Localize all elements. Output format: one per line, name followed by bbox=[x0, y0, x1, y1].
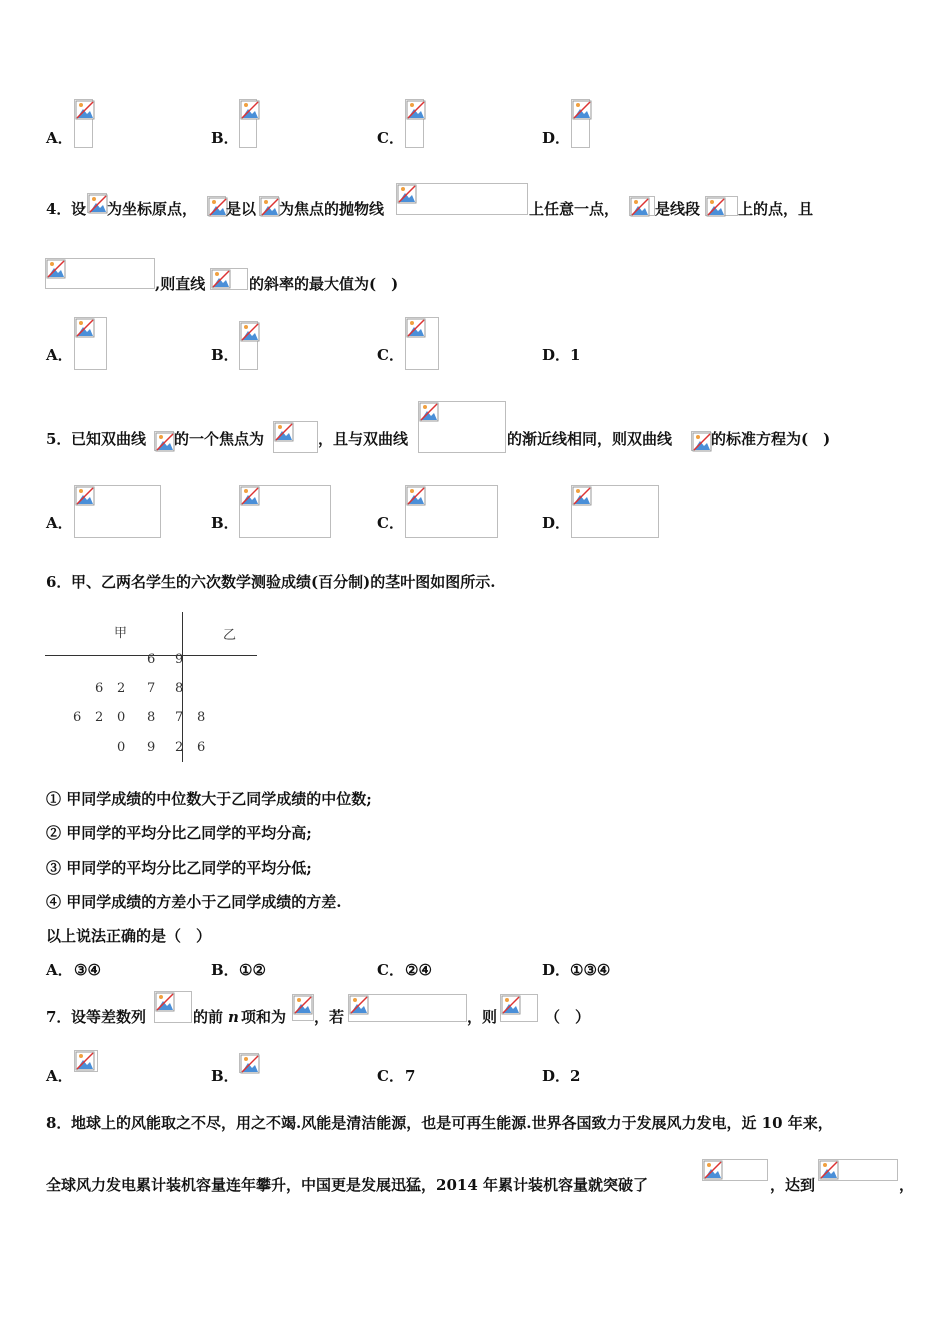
q5-formula-c2 bbox=[691, 431, 711, 451]
q7-option-d-label: D． bbox=[542, 1067, 571, 1085]
q7-text-2: 的前 bbox=[193, 1008, 224, 1026]
broken-image-icon bbox=[240, 1054, 260, 1074]
broken-image-icon bbox=[349, 995, 369, 1015]
q3-option-c-image bbox=[405, 99, 424, 148]
q5-option-b-image bbox=[239, 485, 331, 538]
q6-statement-2: ② 甲同学的平均分比乙同学的平均分高; bbox=[46, 824, 312, 842]
q7-text-5: ，则 bbox=[467, 1008, 498, 1026]
q7-option-b-label: B． bbox=[211, 1067, 239, 1085]
broken-image-icon bbox=[692, 432, 712, 452]
broken-image-icon bbox=[75, 100, 95, 120]
broken-image-icon bbox=[260, 197, 280, 217]
q4-formula-condition bbox=[45, 258, 155, 289]
q7-text-6: （ ） bbox=[545, 1008, 591, 1026]
broken-image-icon bbox=[406, 100, 426, 120]
plot-right-label: 乙 bbox=[223, 628, 237, 643]
q5-text-3: ，且与双曲线 bbox=[318, 430, 409, 448]
q7-option-d-text: 2 bbox=[570, 1067, 581, 1085]
q6-statement-1: ① 甲同学成绩的中位数大于乙同学成绩的中位数; bbox=[46, 790, 372, 808]
q5-formula-focus bbox=[273, 421, 318, 453]
q4-number: 4． bbox=[46, 200, 72, 218]
q5-formula-hyperbola bbox=[418, 401, 506, 453]
broken-image-icon bbox=[501, 995, 521, 1015]
q4-text-5: 上任意一点， bbox=[529, 200, 620, 218]
q8-line-1: 地球上的风能取之不尽，用之不竭.风能是清洁能源，也是可再生能源.世界各国致力于发展风力发电，近 10 年来， bbox=[71, 1114, 833, 1132]
q5-option-c-label: C． bbox=[377, 514, 404, 532]
q4-option-a-image bbox=[74, 317, 107, 370]
q7-option-b-image bbox=[239, 1053, 259, 1073]
q5-text-5: 的标准方程为( ) bbox=[711, 430, 831, 448]
q7-text-1: 设等差数列 bbox=[71, 1008, 147, 1026]
q7-option-a-label: A． bbox=[46, 1067, 73, 1085]
q3-option-b-image bbox=[239, 99, 257, 148]
q4-text-1: 设 bbox=[71, 200, 87, 218]
q5-option-a-image bbox=[74, 485, 161, 538]
q6-statement-4: ④ 甲同学成绩的方差小于乙同学成绩的方差. bbox=[46, 893, 342, 911]
broken-image-icon bbox=[208, 197, 228, 217]
q5-text-2: 的一个焦点为 bbox=[174, 430, 265, 448]
q5-text-4: 的渐近线相同，则双曲线 bbox=[507, 430, 673, 448]
q8-formula-value-2 bbox=[818, 1159, 898, 1181]
q4-formula-f bbox=[207, 196, 226, 216]
q4-option-b-image bbox=[239, 321, 258, 370]
q6-text: 甲、乙两名学生的六次数学测验成绩(百分制)的茎叶图如图所示. bbox=[71, 573, 496, 591]
plot-leaf-right: 9 bbox=[175, 652, 184, 667]
q6-option-b-text: ①② bbox=[239, 961, 266, 979]
q5-option-c-image bbox=[405, 485, 498, 538]
q5-number: 5． bbox=[46, 430, 72, 448]
q4-option-c-label: C． bbox=[377, 346, 404, 364]
plot-leaf-left: 6 bbox=[73, 710, 82, 725]
plot-stem: 8 bbox=[147, 710, 156, 725]
q6-option-c-text: ②④ bbox=[405, 961, 432, 979]
q7-option-c-label: C． bbox=[377, 1067, 404, 1085]
broken-image-icon bbox=[274, 422, 294, 442]
q5-option-d-image bbox=[571, 485, 659, 538]
q4-text-2: 为坐标原点， bbox=[107, 200, 198, 218]
broken-image-icon bbox=[406, 318, 426, 338]
q6-option-c-label: C． bbox=[377, 961, 404, 979]
q4-formula-parabola bbox=[396, 183, 528, 215]
plot-stem: 6 bbox=[147, 652, 156, 667]
q5-option-d-label: D． bbox=[542, 514, 571, 532]
broken-image-icon bbox=[155, 432, 175, 452]
broken-image-icon bbox=[293, 995, 313, 1015]
q6-statement-3: ③ 甲同学的平均分比乙同学的平均分低; bbox=[46, 859, 312, 877]
q6-option-a-text: ③④ bbox=[74, 961, 101, 979]
broken-image-icon bbox=[240, 100, 260, 120]
plot-leaf-left: 0 bbox=[117, 710, 126, 725]
broken-image-icon bbox=[397, 184, 417, 204]
q7-text-4: ，若 bbox=[314, 1008, 345, 1026]
q7-formula-an bbox=[154, 991, 192, 1023]
q3-option-a-image bbox=[74, 99, 93, 148]
broken-image-icon bbox=[211, 269, 231, 289]
q7-formula-condition bbox=[348, 994, 467, 1022]
broken-image-icon bbox=[819, 1160, 839, 1180]
q8-number: 8． bbox=[46, 1114, 72, 1132]
q6-number: 6． bbox=[46, 573, 72, 591]
q4-option-d-text: 1 bbox=[570, 346, 581, 364]
broken-image-icon bbox=[572, 486, 592, 506]
q4-formula-o bbox=[87, 193, 107, 213]
q4-text-4: 为焦点的抛物线 bbox=[279, 200, 385, 218]
q6-option-d-text: ①③④ bbox=[570, 961, 611, 979]
q4-text-7: 上的点，且 bbox=[738, 200, 814, 218]
q7-text-3: 项和为 bbox=[241, 1008, 287, 1026]
broken-image-icon bbox=[88, 194, 108, 214]
broken-image-icon bbox=[46, 259, 66, 279]
broken-image-icon bbox=[406, 486, 426, 506]
broken-image-icon bbox=[75, 486, 95, 506]
broken-image-icon bbox=[630, 197, 650, 217]
plot-leaf-right: 2 bbox=[175, 740, 184, 755]
q4-text-9: 的斜率的最大值为( ) bbox=[249, 275, 399, 293]
broken-image-icon bbox=[703, 1160, 723, 1180]
q4-formula-f2 bbox=[259, 196, 279, 216]
broken-image-icon bbox=[706, 197, 726, 217]
q4-option-a-label: A． bbox=[46, 346, 73, 364]
q8-formula-value-1 bbox=[702, 1159, 768, 1181]
q8-text-2: ，达到 bbox=[770, 1176, 816, 1194]
plot-leaf-right: 8 bbox=[175, 681, 184, 696]
q3-option-b-label: B． bbox=[211, 129, 239, 147]
broken-image-icon bbox=[572, 100, 592, 120]
q5-option-b-label: B． bbox=[211, 514, 239, 532]
q3-option-a-label: A． bbox=[46, 129, 73, 147]
plot-leaf-left: 6 bbox=[95, 681, 104, 696]
q4-text-6: 是线段 bbox=[655, 200, 701, 218]
q7-option-a-image bbox=[74, 1050, 98, 1072]
q7-formula-sn bbox=[292, 994, 314, 1021]
plot-leaf-left: 0 bbox=[117, 740, 126, 755]
q6-question: 以上说法正确的是（ ） bbox=[46, 927, 212, 945]
q4-option-d-label: D． bbox=[542, 346, 571, 364]
plot-leaf-left: 2 bbox=[117, 681, 126, 696]
plot-leaf-right: 7 bbox=[175, 710, 184, 725]
q8-line-2: 全球风力发电累计装机容量连年攀升，中国更是发展迅猛，2014 年累计装机容量就突破了 bbox=[46, 1176, 648, 1194]
broken-image-icon bbox=[240, 322, 260, 342]
q7-formula-target bbox=[500, 994, 538, 1022]
broken-image-icon bbox=[75, 1051, 95, 1071]
q6-option-a-label: A． bbox=[46, 961, 73, 979]
q4-formula-p bbox=[629, 196, 655, 216]
q7-option-c-text: 7 bbox=[405, 1067, 416, 1085]
q3-option-d-image bbox=[571, 99, 590, 148]
broken-image-icon bbox=[75, 318, 95, 338]
q4-option-c-image bbox=[405, 317, 439, 370]
q6-option-b-label: B． bbox=[211, 961, 239, 979]
q4-formula-pf bbox=[705, 196, 738, 216]
q4-text-8: ,则直线 bbox=[155, 275, 206, 293]
q4-formula-om bbox=[210, 268, 248, 290]
q4-option-b-label: B． bbox=[211, 346, 239, 364]
q5-formula-c bbox=[154, 431, 174, 451]
plot-stem: 9 bbox=[147, 740, 156, 755]
plot-leaf-right: 6 bbox=[197, 740, 206, 755]
q5-text-1: 已知双曲线 bbox=[71, 430, 147, 448]
plot-left-label: 甲 bbox=[114, 626, 128, 641]
broken-image-icon bbox=[419, 402, 439, 422]
broken-image-icon bbox=[155, 992, 175, 1012]
plot-stem: 7 bbox=[147, 681, 156, 696]
broken-image-icon bbox=[240, 486, 260, 506]
q7-number: 7． bbox=[46, 1008, 72, 1026]
q6-option-d-label: D． bbox=[542, 961, 571, 979]
q4-text-3: 是以 bbox=[226, 200, 257, 218]
plot-leaf-left: 2 bbox=[95, 710, 104, 725]
plot-leaf-right: 8 bbox=[197, 710, 206, 725]
q8-text-3: ， bbox=[899, 1176, 915, 1194]
q5-option-a-label: A． bbox=[46, 514, 73, 532]
q7-variable-n: n bbox=[228, 1008, 239, 1026]
stem-leaf-plot bbox=[45, 612, 260, 762]
q3-option-d-label: D． bbox=[542, 129, 571, 147]
q3-option-c-label: C． bbox=[377, 129, 404, 147]
